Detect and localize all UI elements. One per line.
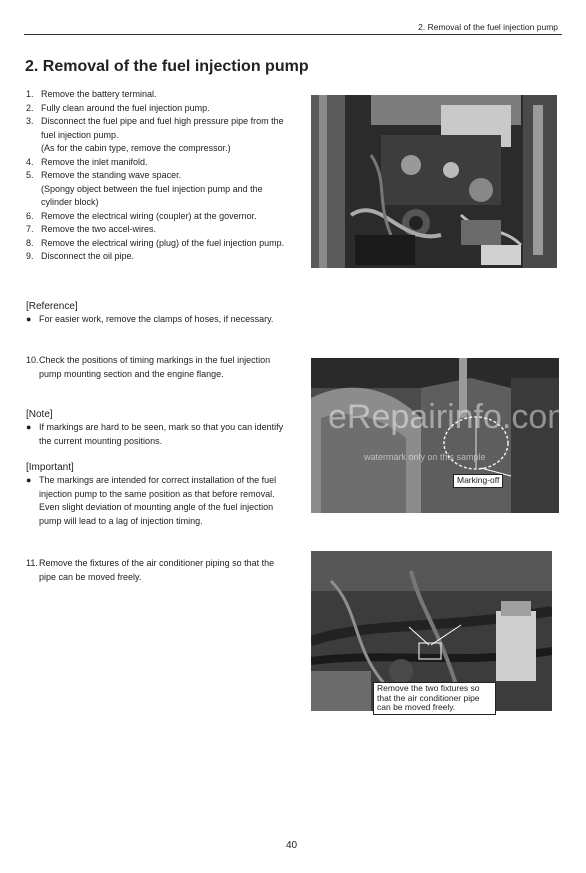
- step-4: [26, 156, 288, 170]
- step-text: Disconnect the fuel pipe and fuel high pressure pipe from the fuel injection pump.: [41, 116, 284, 140]
- step-text: Disconnect the oil pipe.: [41, 251, 135, 261]
- step-number: 4.: [26, 156, 34, 167]
- engine-bay-photo: [311, 95, 557, 268]
- important-label: [Important]: [26, 462, 74, 473]
- watermark-subtext: watermark only on this sample: [364, 452, 486, 462]
- page-title: 2. Removal of the fuel injection pump: [25, 58, 309, 75]
- bullet-text: If markings are hard to be seen, mark so that you can identify the current mounting positions.: [39, 422, 284, 446]
- step-number: 10.: [26, 355, 39, 365]
- reference-block: [26, 300, 288, 327]
- step-9: [26, 250, 288, 264]
- note-label: [Note]: [26, 409, 53, 420]
- steps-list: [26, 88, 288, 264]
- step-11: [26, 557, 288, 584]
- step-8: [26, 237, 288, 251]
- reference-bullet: [26, 313, 288, 327]
- note-bullet: [26, 421, 288, 448]
- step-3: [26, 115, 288, 142]
- running-head: 2. Removal of the fuel injection pump: [418, 22, 558, 32]
- page-number: 40: [286, 840, 298, 851]
- step-3-note: (As for the cabin type, remove the compressor.): [41, 143, 231, 153]
- bullet-text: For easier work, remove the clamps of hoses, if necessary.: [39, 314, 274, 324]
- step-text: Remove the inlet manifold.: [41, 156, 148, 167]
- step-6: [26, 210, 288, 224]
- step-number: 9.: [26, 251, 34, 261]
- step-7: [26, 223, 288, 237]
- step-text: Remove the fixtures of the air conditioner piping so that the pipe can be moved freely.: [39, 558, 275, 582]
- note-block: [26, 408, 288, 448]
- bullet-dot-icon: ●: [26, 422, 32, 432]
- bullet-text: The markings are intended for correct installation of the fuel injection pump to the same position as that before removal. Even slight deviation of mounting angle of the fuel injection pump will lead to a lag of injection timing.: [39, 475, 277, 526]
- step-1: [26, 88, 288, 102]
- step-number: 3.: [26, 116, 34, 126]
- step-number: 2.: [26, 102, 34, 113]
- step-2: [26, 102, 288, 116]
- step-text: Fully clean around the fuel injection pump.: [41, 102, 210, 113]
- step-number: 7.: [26, 224, 34, 234]
- step-text: Remove the battery terminal.: [41, 89, 157, 99]
- step-text: Remove the standing wave spacer.: [41, 170, 182, 180]
- step-number: 11.: [26, 558, 38, 568]
- step-number: 1.: [26, 89, 34, 99]
- step-10: [26, 354, 288, 381]
- step-text: Remove the electrical wiring (plug) of the fuel injection pump.: [41, 237, 285, 248]
- header-rule: [24, 34, 562, 35]
- step-text: Check the positions of timing markings in the fuel injection pump mounting section and the engine flange.: [39, 355, 271, 379]
- bullet-dot-icon: ●: [26, 314, 32, 324]
- bullet-dot-icon: ●: [26, 475, 32, 485]
- step-number: 6.: [26, 210, 34, 221]
- step-text: Remove the electrical wiring (coupler) at the governor.: [41, 210, 257, 221]
- watermark: eRepairinfo.com: [328, 398, 576, 436]
- step-5: [26, 169, 288, 183]
- step-number: 5.: [26, 170, 34, 180]
- important-block: [26, 461, 288, 528]
- step-5-note: (Spongy object between the fuel injection pump and the cylinder block): [41, 183, 263, 207]
- reference-label: [Reference]: [26, 301, 78, 312]
- important-bullet: [26, 474, 288, 528]
- step-number: 8.: [26, 237, 34, 248]
- step-11-block: [26, 557, 288, 584]
- fixtures-callout: Remove the two fixtures so that the air conditioner pipe can be moved freely.: [373, 682, 496, 715]
- marking-off-callout: Marking-off: [453, 474, 503, 488]
- step-10-block: [26, 354, 288, 381]
- step-text: Remove the two accel-wires.: [41, 224, 157, 234]
